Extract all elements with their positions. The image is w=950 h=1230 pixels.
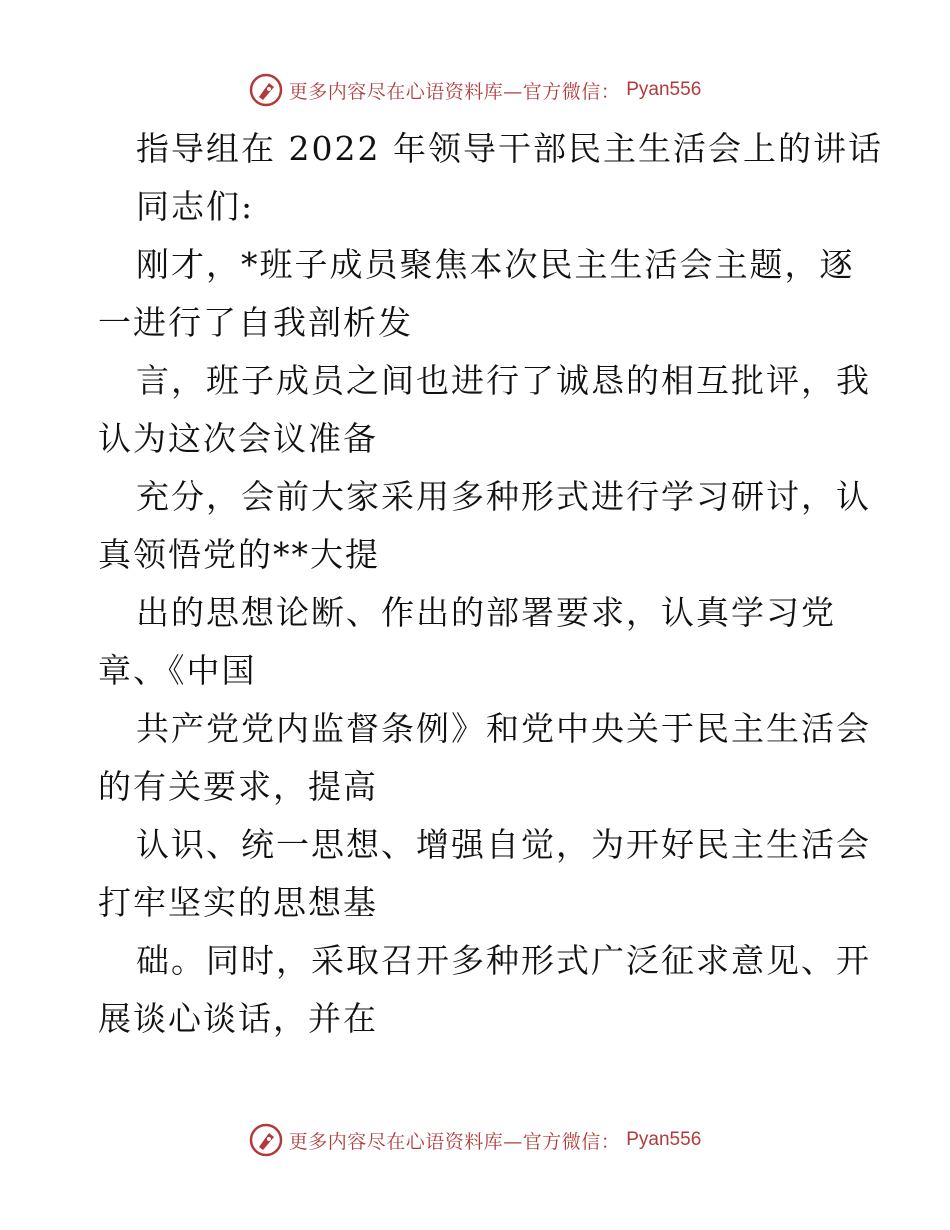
paragraph-line: 言，班子成员之间也进行了诚恳的相互批评，我 [136, 361, 871, 400]
banner-text: 更多内容尽在心语资料库—官方微信： [288, 80, 621, 103]
pen-nib-logo-icon [249, 1123, 283, 1157]
paragraph-line: 打牢坚实的思想基 [98, 883, 378, 922]
banner-wechat-id: Pyan556 [626, 79, 702, 100]
document-body [98, 120, 883, 1048]
document-title: 指导组在 2022 年领导干部民主生活会上的讲话 [136, 129, 883, 168]
paragraph-line: 的有关要求，提高 [98, 767, 378, 806]
paragraph-line: 刚才，*班子成员聚焦本次民主生活会主题，逐 [136, 245, 855, 284]
paragraph-line: 一进行了自我剖析发 [98, 303, 413, 342]
paragraph-line: 出的思想论断、作出的部署要求，认真学习党 [136, 593, 836, 632]
pen-nib-logo-icon [249, 73, 283, 107]
footer-watermark-banner [0, 1120, 950, 1160]
paragraph-line: 认识、统一思想、增强自觉，为开好民主生活会 [136, 825, 871, 864]
salutation: 同志们: [136, 187, 255, 226]
paragraph-line: 充分，会前大家采用多种形式进行学习研讨，认 [136, 477, 871, 516]
paragraph-line: 章、《中国 [98, 651, 257, 690]
header-watermark-banner [0, 70, 950, 110]
paragraph-line: 共产党党内监督条例》和党中央关于民主生活会 [136, 709, 871, 748]
paragraph-line: 础。同时，采取召开多种形式广泛征求意见、开 [136, 941, 871, 980]
banner-wechat-id: Pyan556 [626, 1129, 702, 1150]
paragraph-line: 真领悟党的**大提 [98, 535, 380, 574]
paragraph-line: 展谈心谈话，并在 [98, 999, 378, 1038]
paragraph-line: 认为这次会议准备 [98, 419, 378, 458]
banner-text: 更多内容尽在心语资料库—官方微信： [288, 1130, 621, 1153]
